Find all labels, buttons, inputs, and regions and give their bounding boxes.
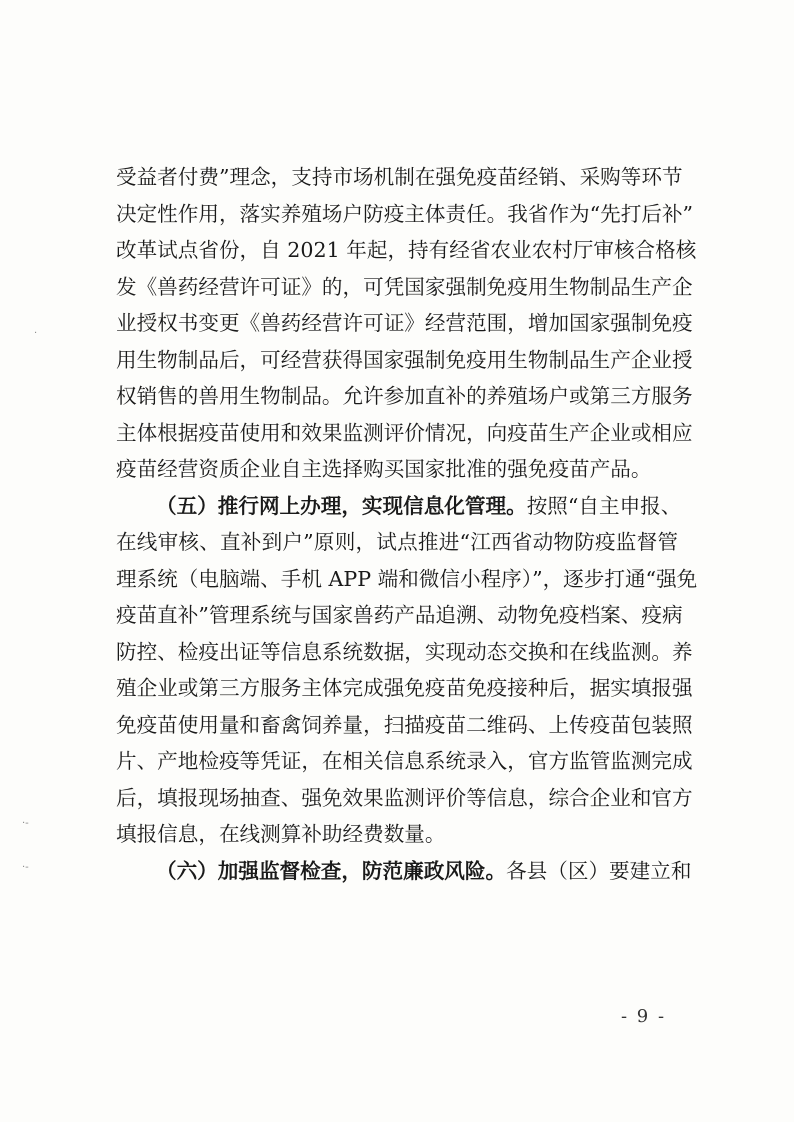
- text-line: 受益者付费”理念，支持市场机制在强免疫苗经销、采购等环节: [116, 165, 683, 189]
- scan-artifact: ·-: [22, 818, 29, 829]
- text-line: 权销售的兽用生物制品。允许参加直补的养殖场户或第三方服务: [116, 384, 693, 408]
- text-line: [116, 853, 692, 890]
- text-line: 疫苗经营资质企业自主选择购买国家批准的强免疫苗产品。: [116, 457, 652, 481]
- text-line: 填报信息，在线测算补助经费数量。: [116, 822, 446, 846]
- paragraph: [116, 159, 697, 488]
- text-line: 防控、检疫出证等信息系统数据，实现动态交换和在线监测。养: [116, 639, 693, 664]
- body-text: [116, 159, 698, 889]
- text-run: 各县（区）要建立和: [506, 858, 692, 883]
- text-line: 在线审核、直补到户”原则，试点推进“江西省动物防疫监督管: [116, 530, 678, 554]
- section-heading: （五）推行网上办理，实现信息化管理。: [156, 493, 527, 518]
- text-line: 免疫苗使用量和畜禽饲养量，扫描疫苗二维码、上传疫苗包装照: [116, 712, 693, 737]
- text-line: 发《兽药经营许可证》的，可凭国家强制免疫用生物制品生产企: [116, 274, 693, 299]
- page-number: - 9 -: [621, 1006, 667, 1027]
- scan-artifact: ·: [34, 328, 38, 339]
- text-line: 殖企业或第三方服务主体完成强免疫苗免疫接种后，据实填报强: [116, 676, 693, 700]
- text-run: 按照“自主申报、: [526, 493, 682, 518]
- paragraph: [116, 488, 698, 853]
- paragraph: [116, 853, 692, 890]
- text-line: 后，填报现场抽查、强免效果监测评价等信息，综合企业和官方: [116, 785, 693, 810]
- text-line: 片、产地检疫等凭证，在相关信息系统录入，官方监管监测完成: [116, 749, 693, 773]
- text-line: 决定性作用，落实养殖场户防疫主体责任。我省作为“先打后补”: [116, 201, 694, 226]
- text-line: [116, 488, 682, 525]
- section-heading: （六）加强监督检查，防范廉政风险。: [156, 858, 507, 883]
- text-line: 理系统（电脑端、手机 APP 端和微信小程序）”，逐步打通“强免: [116, 566, 698, 591]
- text-line: 改革试点省份，自 2021 年起，持有经省农业农村厅审核合格核: [116, 238, 697, 262]
- text-line: 业授权书变更《兽药经营许可证》经营范围，增加国家强制免疫: [116, 311, 693, 335]
- text-line: 疫苗直补”管理系统与国家兽药产品追溯、动物免疫档案、疫病: [116, 603, 683, 627]
- text-line: 用生物制品后，可经营获得国家强制免疫用生物制品生产企业授: [116, 347, 693, 372]
- scan-artifact: ·-: [22, 862, 29, 873]
- text-line: 主体根据疫苗使用和效果监测评价情况，向疫苗生产企业或相应: [116, 420, 693, 445]
